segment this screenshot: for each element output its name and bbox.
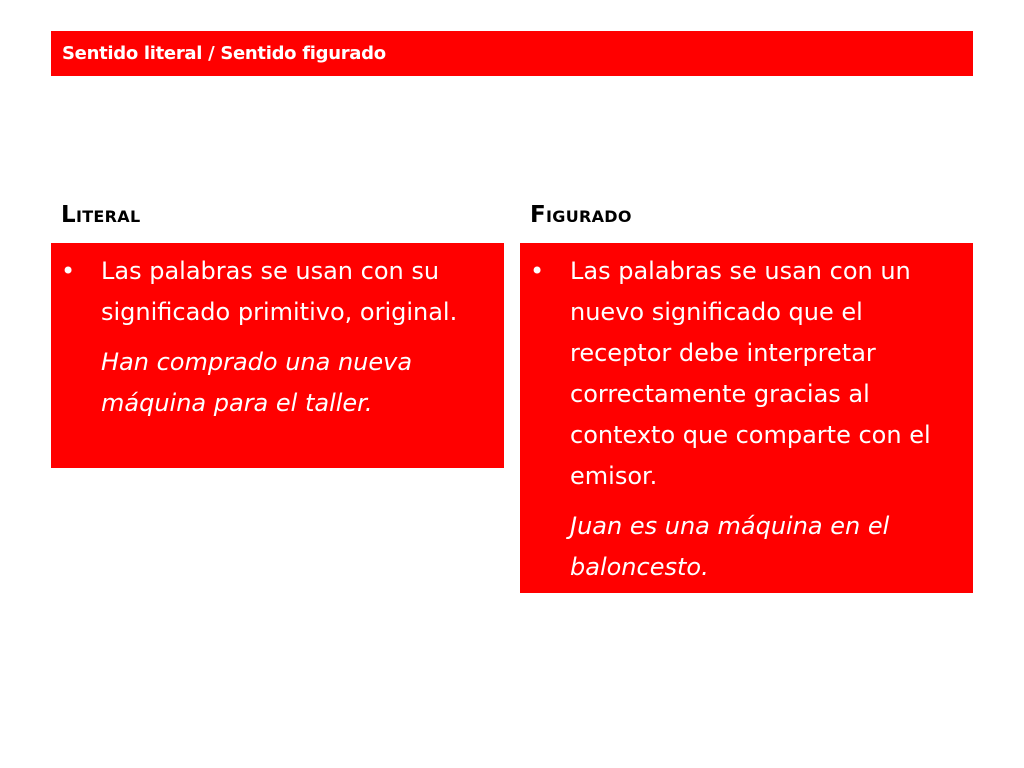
figurado-definition: Las palabras se usan con un nuevo significado que el receptor debe interpretar correctamente gracias al contexto que comparte con el emisor. [570,257,931,490]
figurado-example: Juan es una máquina en el baloncesto. [570,512,890,581]
literal-bullet-item [61,251,496,333]
slide-title: Sentido literal / Sentido figurado [62,43,386,64]
literal-example: Han comprado una nueva máquina para el taller. [101,348,413,417]
figurado-heading: Figurado [530,202,632,228]
figurado-box [520,243,973,593]
figurado-bullet-item [530,251,965,497]
literal-heading: Literal [61,202,141,228]
bullet-icon: • [61,257,76,285]
title-bar [51,31,973,76]
literal-box [51,243,504,468]
literal-definition: Las palabras se usan con su significado primitivo, original. [101,257,458,326]
bullet-icon: • [530,257,545,285]
